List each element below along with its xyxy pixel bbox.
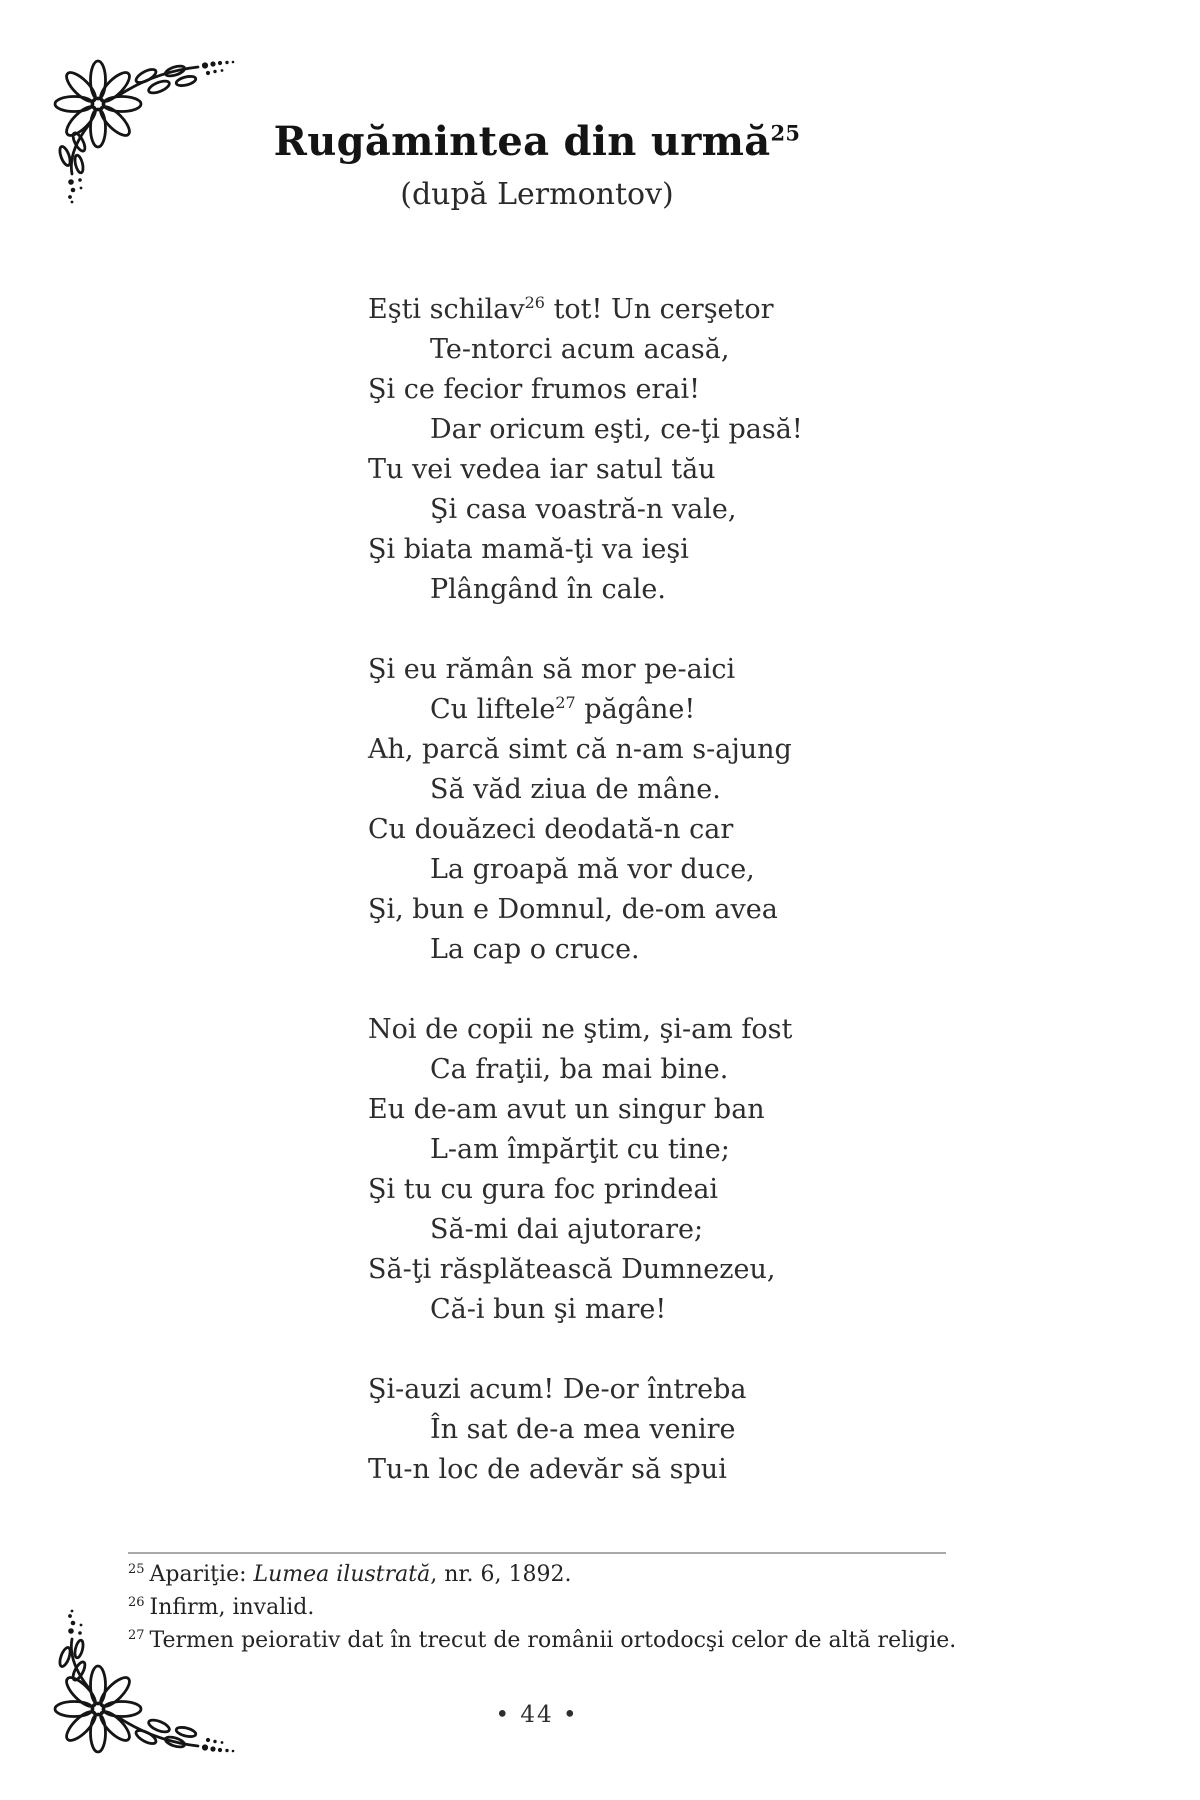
poem-line: Că-i bun şi mare! [430, 1294, 667, 1325]
page-title [128, 118, 946, 165]
line-text: tot! Un cerşetor [544, 294, 774, 325]
poem-line: Să-ţi răsplătească Dumnezeu, [368, 1254, 776, 1285]
footnote-separator [128, 1552, 946, 1554]
line-text: păgâne! [575, 694, 696, 725]
footnote-text: , nr. 6, 1892. [430, 1562, 572, 1587]
poem-line: Să-mi dai ajutorare; [430, 1214, 704, 1245]
poem-line: Te-ntorci acum acasă, [430, 334, 730, 365]
poem-line: Noi de copii ne ştim, şi-am fost [368, 1014, 793, 1045]
poem-line: În sat de-a mea venire [430, 1414, 736, 1445]
poem-line: Plângând în cale. [430, 574, 666, 605]
footnote-italic-text: Lumea ilustrată [253, 1562, 431, 1587]
poem-line: Să văd ziua de mâne. [430, 774, 721, 805]
title-text: Rugămintea din urmă [273, 118, 771, 165]
poem-line [368, 690, 803, 730]
poem-line: Ah, parcă simt că n-am s-ajung [368, 734, 792, 765]
poem-line [368, 290, 803, 330]
poem-line: Tu vei vedea iar satul tău [368, 454, 716, 485]
poem-line: Şi casa voastră-n vale, [430, 494, 737, 525]
footnote-ref: 27 [128, 1627, 145, 1643]
footnote-text: Apariţie: [149, 1562, 254, 1587]
footnote-text: Infirm, invalid. [149, 1595, 315, 1620]
footnote-item [128, 1624, 1028, 1657]
footnote-ref: 26 [524, 293, 545, 312]
poem-line: L-am împărţit cu tine; [430, 1134, 730, 1165]
poem-line: Tu-n loc de adevăr să spui [368, 1454, 727, 1485]
poem-line: La cap o cruce. [430, 934, 640, 965]
line-text: Eşti schilav [368, 294, 525, 325]
poem-line: Şi, bun e Domnul, de-om avea [368, 894, 778, 925]
poem-line: Cu douăzeci deodată-n car [368, 814, 734, 845]
footnotes [128, 1558, 1028, 1657]
title-footnote-ref: 25 [770, 120, 801, 146]
poem-line: Şi tu cu gura foc prindeai [368, 1174, 719, 1205]
poem-line: Şi biata mamă-ţi va ieşi [368, 534, 689, 565]
page-subtitle: (după Lermontov) [400, 177, 674, 212]
footnote-ref: 27 [555, 693, 576, 712]
poem-line: Şi-auzi acum! De-or întreba [368, 1374, 747, 1405]
footnote-ref: 26 [128, 1594, 145, 1610]
stanza-2 [368, 650, 803, 970]
poem [368, 290, 803, 1530]
poem-line: Dar oricum eşti, ce-ţi pasă! [430, 414, 803, 445]
poem-line: La groapă mă vor duce, [430, 854, 755, 885]
footnote-text: Termen peiorativ dat în trecut de românii ortodocşi celor de altă religie. [149, 1628, 957, 1653]
footnote-item [128, 1591, 1028, 1624]
corner-ornament-bottom [46, 1605, 246, 1761]
line-text: Cu liftele [430, 694, 556, 725]
stanza-1 [368, 290, 803, 610]
stanza-4 [368, 1370, 803, 1490]
stanza-3 [368, 1010, 803, 1330]
poem-line: Şi eu rămân să mor pe-aici [368, 654, 736, 685]
footnote-ref: 25 [128, 1561, 145, 1577]
footnote-item [128, 1558, 1028, 1591]
poem-line: Eu de-am avut un singur ban [368, 1094, 765, 1125]
poem-header [128, 118, 946, 212]
poem-line: Şi ce fecior frumos erai! [368, 374, 700, 405]
floral-flourish-icon [46, 1609, 246, 1761]
poem-line: Ca fraţii, ba mai bine. [430, 1054, 729, 1085]
page-number: • 44 • [495, 1702, 579, 1728]
